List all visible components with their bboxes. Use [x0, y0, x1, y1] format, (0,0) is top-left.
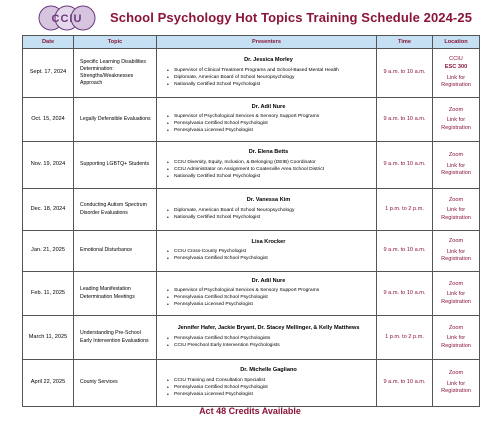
- presenter-credentials: [165, 249, 372, 263]
- credential-item: • Pennsylvania Certified School Psychologists: [174, 336, 372, 343]
- credential-item: • Nationally Certified School Psychologist: [174, 82, 372, 89]
- column-header-topic: Topic: [74, 36, 157, 49]
- column-header-time: Time: [377, 36, 433, 49]
- credential-item: • CCIU Administrator on Assignment to Coatesville Area School District: [174, 167, 372, 174]
- row-location: [433, 360, 480, 407]
- row-time: 9 a.m. to 10 a.m.: [377, 49, 433, 98]
- presenter-name: Jennifer Hafer, Jackie Bryant, Dr. Stacey Mellinger, & Kelly Matthews: [177, 325, 360, 332]
- row-location: [433, 231, 480, 272]
- presenter-credentials: [165, 114, 372, 135]
- row-topic: Emotional Disturbance: [74, 231, 157, 272]
- row-date: Nov. 19, 2024: [23, 142, 74, 189]
- presenter-credentials: [165, 336, 372, 350]
- location-name: Zoom: [448, 196, 464, 203]
- svg-text:CCIU: CCIU: [51, 13, 83, 25]
- presenter-credentials: [165, 160, 372, 181]
- row-location: [433, 98, 480, 142]
- credential-item: • CCIU Cross-County Psychologist: [174, 249, 372, 256]
- table-header-row: [23, 36, 480, 49]
- table-row: [23, 142, 480, 189]
- table-row: [23, 316, 480, 360]
- row-topic: Specific Learning Disabilities Determination: Strengths/Weaknesses Approach: [74, 49, 157, 98]
- table-row: [23, 189, 480, 231]
- row-location: [433, 272, 480, 316]
- act-48-credits-note: Act 48 Credits Available: [199, 406, 301, 416]
- row-presenters: [157, 142, 377, 189]
- column-header-date: Date: [23, 36, 74, 49]
- row-time: 9 a.m. to 10 a.m.: [377, 231, 433, 272]
- credential-item: • Nationally Certified School Psychologist: [174, 215, 372, 222]
- credential-item: • Pennsylvania Certified School Psychologist: [174, 295, 372, 302]
- credential-item: • Diplomate, American Board of School Neuropsychology: [174, 208, 372, 215]
- presenter-credentials: [165, 208, 372, 222]
- registration-link[interactable]: Link for Registration: [441, 162, 471, 177]
- row-location: [433, 49, 480, 98]
- row-topic: Understanding Pre-School Early Intervention Evaluations: [74, 316, 157, 360]
- credential-item: • Nationally Certified School Psychologist: [174, 174, 372, 181]
- row-time: 9 a.m. to 10 a.m.: [377, 142, 433, 189]
- row-presenters: [157, 360, 377, 407]
- row-date: Oct. 15, 2024: [23, 98, 74, 142]
- row-date: Sept. 17, 2024: [23, 49, 74, 98]
- row-time: 9 a.m. to 10 a.m.: [377, 360, 433, 407]
- row-date: April 22, 2025: [23, 360, 74, 407]
- row-presenters: [157, 316, 377, 360]
- credential-item: • Pennsylvania Certified School Psychologist: [174, 385, 372, 392]
- location-name: Zoom: [448, 370, 464, 377]
- row-presenters: [157, 98, 377, 142]
- location-name: Zoom: [448, 106, 464, 113]
- credential-item: • Pennsylvania Certified School Psychologist: [174, 256, 372, 263]
- row-date: Feb. 11, 2025: [23, 272, 74, 316]
- credential-item: • Supervisor of Clinical Treatment Programs and School-Based Mental Health: [174, 68, 372, 75]
- table-row: [23, 360, 480, 407]
- credential-item: • Pennsylvania Licensed Psychologist: [174, 128, 372, 135]
- row-location: [433, 142, 480, 189]
- row-topic: County Services: [74, 360, 157, 407]
- schedule-table: [22, 35, 480, 407]
- credential-item: • Supervisor of Psychological Services & Sensory Support Programs: [174, 114, 372, 121]
- row-topic: Conducting Autism Spectrum Disorder Evaluations: [74, 189, 157, 231]
- registration-link[interactable]: Link for Registration: [441, 380, 471, 395]
- cciu-logo: [38, 5, 102, 31]
- credential-item: • Pennsylvania Licensed Psychologist: [174, 302, 372, 309]
- column-header-location: Location: [433, 36, 480, 49]
- location-name: Zoom: [448, 280, 464, 287]
- presenter-name: Dr. Elena Betts: [248, 149, 289, 156]
- presenter-name: Dr. Jessica Morley: [244, 57, 293, 64]
- column-header-presenters: Presenters: [157, 36, 377, 49]
- location-room: ESC 300: [444, 63, 468, 70]
- registration-link[interactable]: Link for Registration: [441, 248, 471, 263]
- row-date: Jan. 21, 2025: [23, 231, 74, 272]
- row-topic: Leading Manifestation Determination Meetings: [74, 272, 157, 316]
- presenter-credentials: [165, 68, 372, 89]
- row-presenters: [157, 189, 377, 231]
- presenter-name: Dr. Adil Nure: [251, 103, 286, 110]
- credential-item: • CCIU Preschool Early Intervention Psychologists: [174, 343, 372, 350]
- row-topic: Legally Defensible Evaluations: [74, 98, 157, 142]
- credential-item: • Pennsylvania Licensed Psychologist: [174, 392, 372, 399]
- page-header: [0, 0, 500, 33]
- row-time: 1 p.m. to 2 p.m.: [377, 316, 433, 360]
- presenter-credentials: [165, 378, 372, 399]
- row-time: 1 p.m. to 2 p.m.: [377, 189, 433, 231]
- presenter-name: Dr. Michelle Gagliano: [240, 367, 297, 374]
- presenter-name: Dr. Adil Nure: [251, 277, 286, 284]
- presenter-name: Lisa Krocker: [251, 238, 286, 245]
- credential-item: • Pennsylvania Certified School Psychologist: [174, 121, 372, 128]
- row-date: March 11, 2025: [23, 316, 74, 360]
- location-name: CCIU: [449, 56, 463, 63]
- registration-link[interactable]: Link for Registration: [441, 291, 471, 305]
- row-presenters: [157, 231, 377, 272]
- row-presenters: [157, 49, 377, 98]
- table-row: [23, 98, 480, 142]
- table-row: [23, 49, 480, 98]
- location-name: Zoom: [448, 152, 464, 159]
- credential-item: • Supervisor of Psychological Services & Sensory Support Programs: [174, 288, 372, 295]
- row-time: 9 a.m. to 10 a.m.: [377, 272, 433, 316]
- page-title: School Psychology Hot Topics Training Schedule 2024-25: [110, 10, 473, 25]
- presenter-credentials: [165, 288, 372, 309]
- row-topic: Supporting LGBTQ+ Students: [74, 142, 157, 189]
- credential-item: • CCIU Diversity, Equity, Inclusion, & Belonging (DEIB) Coordinator: [174, 160, 372, 167]
- location-name: Zoom: [448, 324, 464, 331]
- row-location: [433, 316, 480, 360]
- presenter-name: Dr. Vanessa Kim: [246, 197, 291, 204]
- credential-item: • CCIU Training and Consultation Specialist: [174, 378, 372, 385]
- row-time: 9 a.m. to 10 a.m.: [377, 98, 433, 142]
- registration-link[interactable]: Link for Registration: [441, 74, 471, 89]
- table-row: [23, 272, 480, 316]
- credential-item: • Diplomate, American Board of School Neuropsychology: [174, 75, 372, 82]
- row-presenters: [157, 272, 377, 316]
- registration-link[interactable]: Link for Registration: [441, 335, 471, 349]
- table-row: [23, 231, 480, 272]
- registration-link[interactable]: Link for Registration: [441, 117, 471, 131]
- registration-link[interactable]: Link for Registration: [441, 207, 471, 221]
- row-date: Dec. 18, 2024: [23, 189, 74, 231]
- location-name: Zoom: [448, 238, 464, 245]
- row-location: [433, 189, 480, 231]
